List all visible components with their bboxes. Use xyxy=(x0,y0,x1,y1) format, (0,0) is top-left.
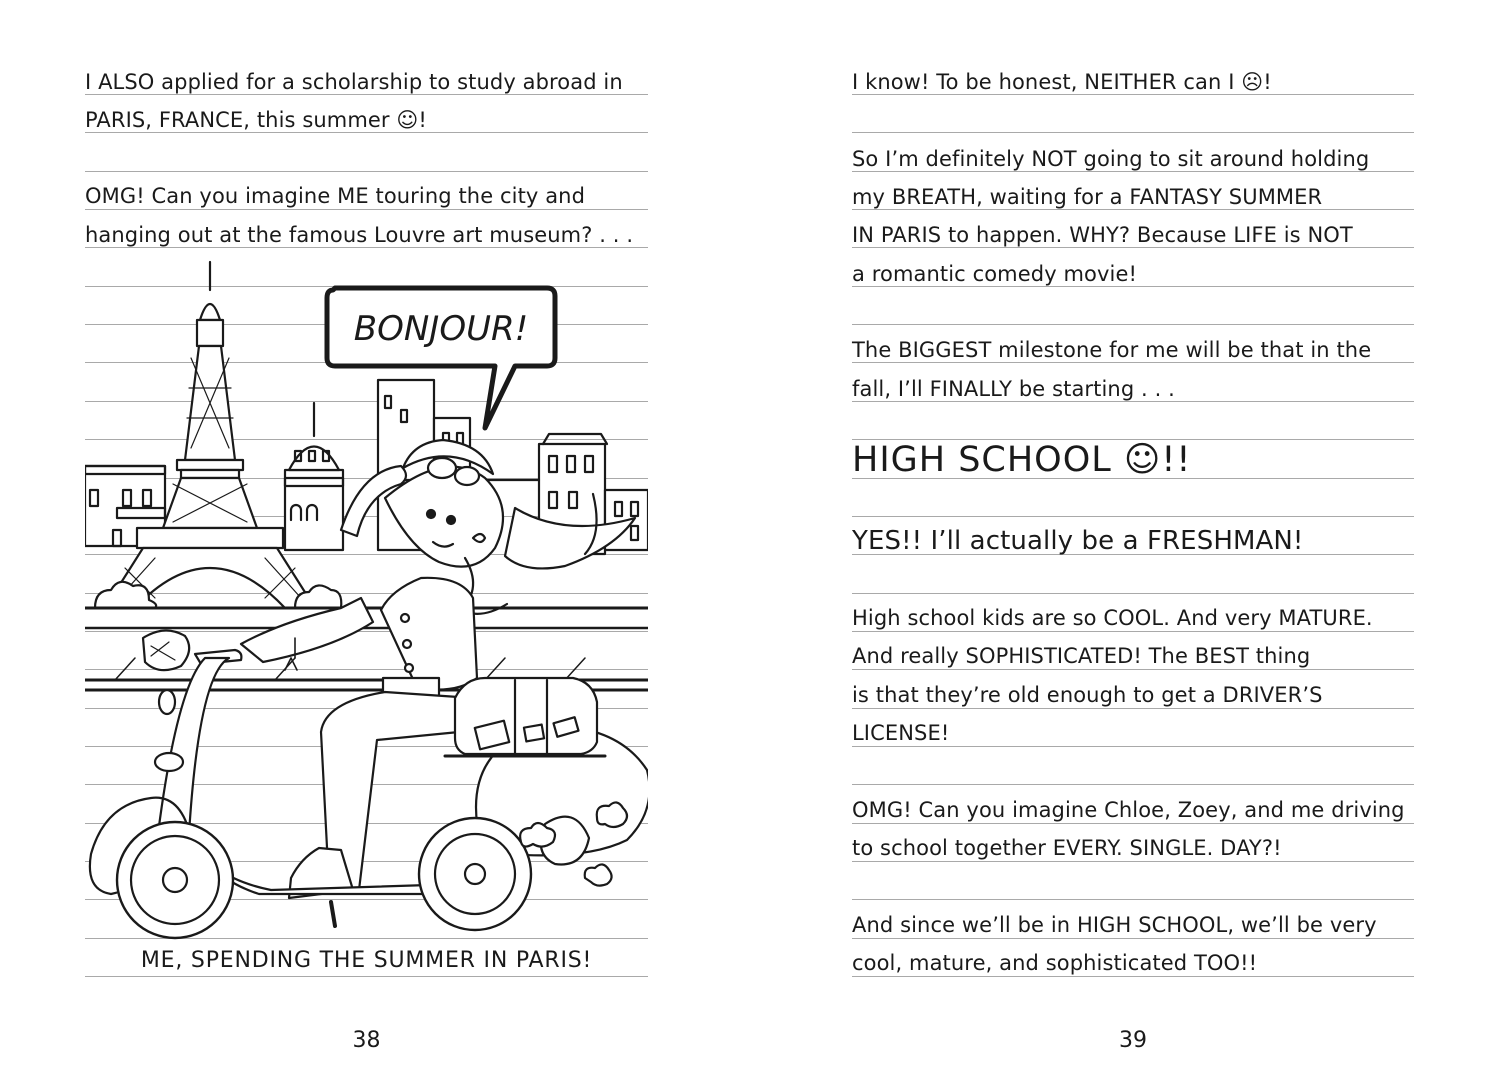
text-line: I ALSO applied for a scholarship to study abroad in xyxy=(85,70,623,94)
ruled-line xyxy=(852,516,1414,517)
text-line: So I’m definitely NOT going to sit around holding xyxy=(852,147,1370,171)
ruled-line xyxy=(852,324,1414,325)
text-line: I know! To be honest, NEITHER can I ☹! xyxy=(852,70,1272,94)
ruled-line xyxy=(85,209,648,210)
ruled-line xyxy=(852,708,1414,709)
ruled-line xyxy=(852,247,1414,248)
text-line: OMG! Can you imagine Chloe, Zoey, and me driving xyxy=(852,798,1405,822)
right-page xyxy=(852,0,1414,1091)
ruled-line xyxy=(852,861,1414,862)
ruled-line xyxy=(85,94,648,95)
left-page xyxy=(85,0,648,1091)
text-line: The BIGGEST milestone for me will be that in the xyxy=(852,338,1372,362)
text-line: PARIS, FRANCE, this summer ☺! xyxy=(85,108,427,132)
ruled-line xyxy=(85,171,648,172)
text-line: to school together EVERY. SINGLE. DAY?! xyxy=(852,836,1282,860)
ruled-line xyxy=(852,899,1414,900)
text-line: IN PARIS to happen. WHY? Because LIFE is NOT xyxy=(852,223,1353,247)
ruled-line xyxy=(852,669,1414,670)
paris-scooter-illustration xyxy=(85,258,648,958)
ruled-line xyxy=(852,631,1414,632)
ruled-line xyxy=(85,132,648,133)
ruled-line xyxy=(85,976,648,977)
ruled-line xyxy=(852,94,1414,95)
ruled-line xyxy=(852,784,1414,785)
text-line: YES!! I’ll actually be a FRESHMAN! xyxy=(852,526,1304,556)
eiffel-tower-icon xyxy=(105,262,315,608)
text-line: cool, mature, and sophisticated TOO!! xyxy=(852,951,1258,975)
text-line: a romantic comedy movie! xyxy=(852,262,1137,286)
page-number: 39 xyxy=(1119,1028,1147,1053)
ruled-line xyxy=(852,593,1414,594)
illustration-caption: ME, SPENDING THE SUMMER IN PARIS! xyxy=(140,948,593,973)
text-line: fall, I’ll FINALLY be starting . . . xyxy=(852,377,1175,401)
page-number: 38 xyxy=(352,1028,381,1053)
ruled-line xyxy=(852,209,1414,210)
speech-bubble-text: BONJOUR! xyxy=(353,309,529,349)
ruled-line xyxy=(852,746,1414,747)
text-line: hanging out at the famous Louvre art museum? . . . xyxy=(85,223,634,247)
ruled-line xyxy=(852,362,1414,363)
ruled-line xyxy=(85,247,648,248)
text-line: my BREATH, waiting for a FANTASY SUMMER xyxy=(852,185,1323,209)
luggage-icon xyxy=(445,678,605,756)
text-line: LICENSE! xyxy=(852,721,950,745)
ruled-line xyxy=(852,976,1414,977)
ruled-line xyxy=(852,938,1414,939)
domed-building-icon xyxy=(285,403,343,550)
text-line: is that they’re old enough to get a DRIVER’S xyxy=(852,683,1323,707)
ruled-line xyxy=(852,823,1414,824)
text-line: OMG! Can you imagine ME touring the city and xyxy=(85,184,586,208)
ruled-line xyxy=(852,132,1414,133)
headline-high-school: HIGH SCHOOL ☺!! xyxy=(852,440,1192,480)
text-line: High school kids are so COOL. And very MATURE. xyxy=(852,606,1373,630)
text-line: And really SOPHISTICATED! The BEST thing xyxy=(852,644,1311,668)
text-line: And since we’ll be in HIGH SCHOOL, we’ll be very xyxy=(852,913,1377,937)
